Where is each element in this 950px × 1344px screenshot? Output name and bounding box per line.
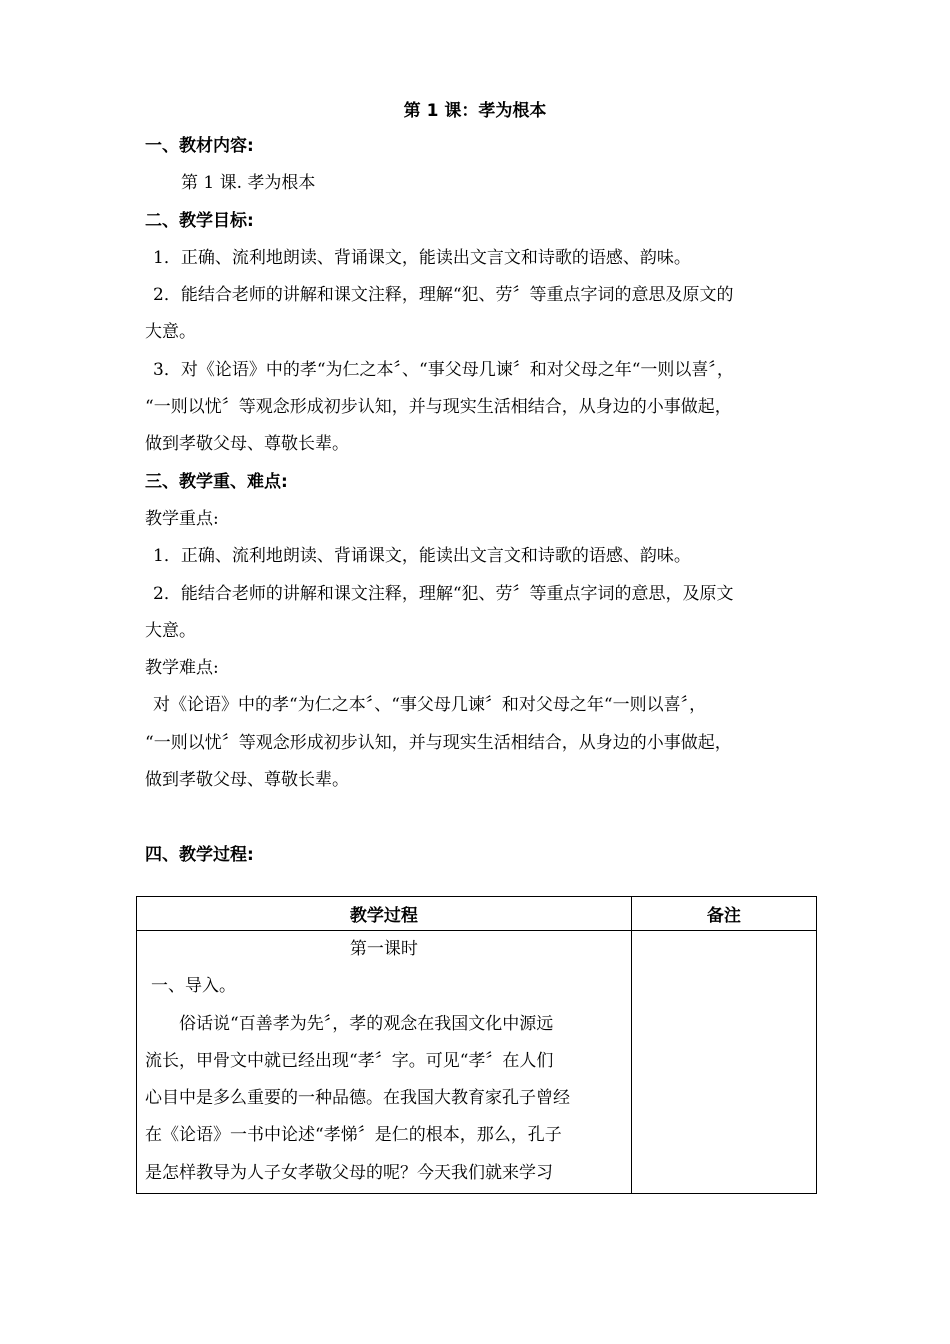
section-heading-objectives: 二、教学目标: <box>145 210 254 231</box>
objective-line: 2．能结合老师的讲解和课文注释，理解“犯、劳〞等重点字词的意思及原文的 <box>153 285 734 306</box>
section-heading-materials: 一、教材内容: <box>145 136 254 156</box>
table-header-notes: 备注 <box>631 897 816 931</box>
paragraph-line: 是怎样教导为人子女孝敬父母的呢？今天我们就来学习 <box>145 1162 553 1183</box>
key-points-label: 教学重点: <box>145 508 219 529</box>
key-point-line: 大意。 <box>145 620 196 641</box>
difficult-point-line: “一则以忧〞等观念形成初步认知，并与现实生活相结合，从身边的小事做起， <box>145 732 732 753</box>
teaching-process-table <box>136 896 817 1194</box>
paragraph-line: 流长，甲骨文中就已经出现“孝〞字。可见“孝〞在人们 <box>145 1050 554 1071</box>
paragraph-line: 心目中是多么重要的一种品德。在我国大教育家孔子曾经 <box>145 1088 570 1109</box>
objective-line: 1．正确、流利地朗读、背诵课文，能读出文言文和诗歌的语感、韵味。 <box>153 247 691 268</box>
difficult-point-line: 对《论语》中的孝“为仁之本〞、“事父母几谏〞和对父母之年“一则以喜〞， <box>153 695 707 716</box>
key-point-line: 2．能结合老师的讲解和课文注释，理解“犯、劳〞等重点字词的意思，及原文 <box>153 583 734 604</box>
table-header-row <box>137 897 817 931</box>
document-body <box>145 128 817 874</box>
spacer <box>145 799 817 836</box>
intro-heading: 一、导入。 <box>151 976 236 997</box>
section-heading-key-points: 三、教学重、难点: <box>145 471 288 492</box>
section-heading-process: 四、教学过程: <box>145 844 254 865</box>
paragraph-line: 在《论语》一书中论述“孝悌〞是仁的根本，那么，孔子 <box>145 1125 562 1146</box>
objective-line: 做到孝敬父母、尊敬长辈。 <box>145 434 349 455</box>
objective-line: 3．对《论语》中的孝“为仁之本〞、“事父母几谏〞和对父母之年“一则以喜〞， <box>153 359 734 380</box>
paragraph-line: 俗话说“百善孝为先〞，孝的观念在我国文化中源远 <box>179 1013 554 1034</box>
key-point-line: 1．正确、流利地朗读、背诵课文，能读出文言文和诗歌的语感、韵味。 <box>153 546 691 567</box>
lesson-label: 第一课时 <box>349 939 418 959</box>
table-row <box>137 931 817 1194</box>
materials-content: 第 1 课. 孝为根本 <box>181 173 316 194</box>
objective-line: “一则以忧〞等观念形成初步认知，并与现实生活相结合，从身边的小事做起， <box>145 397 732 418</box>
process-cell <box>137 931 632 1194</box>
difficult-point-line: 做到孝敬父母、尊敬长辈。 <box>145 770 349 791</box>
page-title: 第 1 课：孝为根本 <box>403 101 547 121</box>
table-header-process: 教学过程 <box>137 897 632 931</box>
objective-line: 大意。 <box>145 322 196 343</box>
difficult-points-label: 教学难点: <box>145 658 219 679</box>
notes-cell <box>631 931 816 1194</box>
